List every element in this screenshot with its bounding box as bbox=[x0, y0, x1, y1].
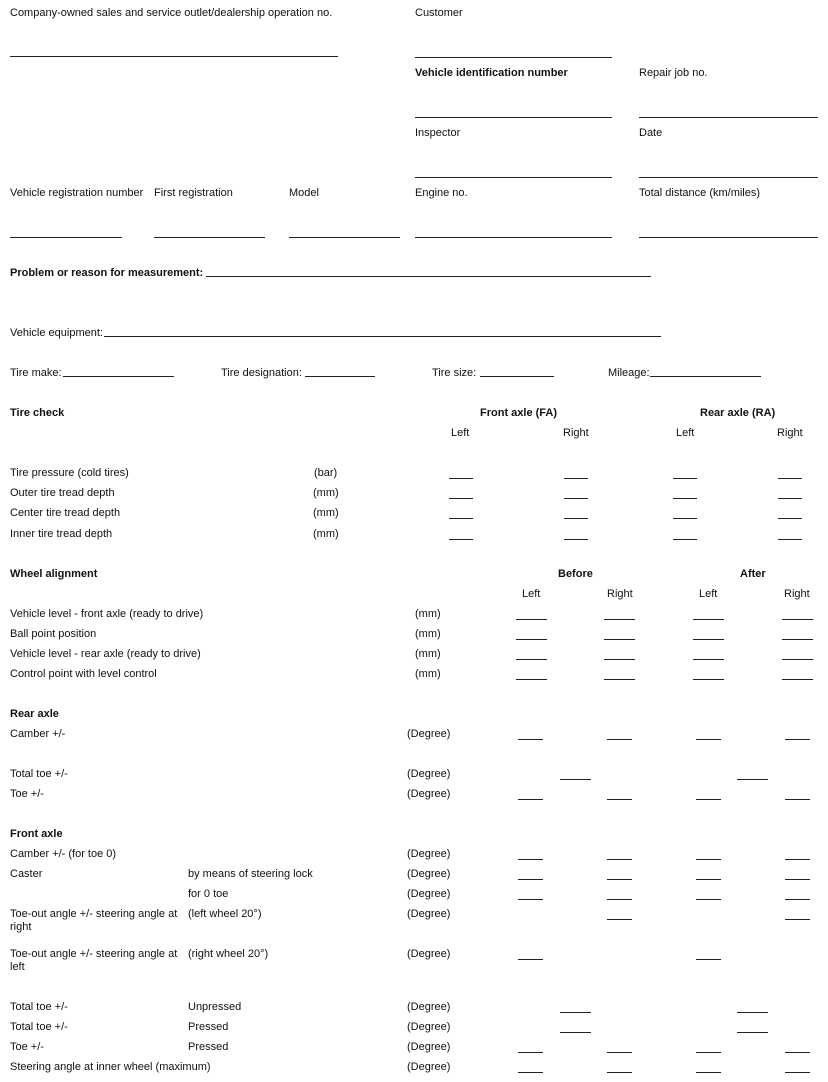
tire-size-field[interactable] bbox=[480, 376, 554, 377]
level-rear-label: Vehicle level - rear axle (ready to drive) bbox=[10, 648, 201, 660]
front-axle-title: Front axle bbox=[10, 828, 63, 840]
equipment-field[interactable] bbox=[104, 336, 661, 337]
tire-pressure-label: Tire pressure (cold tires) bbox=[10, 467, 129, 479]
front-camber-before-left[interactable] bbox=[518, 859, 543, 860]
inner-tread-fa-left[interactable] bbox=[449, 539, 473, 540]
front-toe-label: Toe +/- bbox=[10, 1041, 44, 1053]
center-tread-unit: (mm) bbox=[313, 507, 339, 519]
center-tread-ra-left[interactable] bbox=[673, 518, 697, 519]
toe-out-left-note: (right wheel 20°) bbox=[188, 948, 269, 960]
ball-point-after-right[interactable] bbox=[782, 639, 813, 640]
ra-right-header: Right bbox=[777, 427, 803, 439]
caster-lock-after-left[interactable] bbox=[696, 879, 721, 880]
vin-label: Vehicle identification number bbox=[415, 67, 568, 79]
toe-out-left-label: Toe-out angle +/- steering angle at left bbox=[10, 948, 178, 973]
center-tread-ra-right[interactable] bbox=[778, 518, 802, 519]
front-toe-after-right[interactable] bbox=[785, 1052, 810, 1053]
tire-check-title: Tire check bbox=[10, 407, 65, 419]
toe-out-right-before[interactable] bbox=[607, 919, 632, 920]
model-field[interactable] bbox=[289, 237, 400, 238]
level-front-after-left[interactable] bbox=[693, 619, 724, 620]
before-header: Before bbox=[558, 568, 593, 580]
front-total-toe-unpressed-label: Total toe +/- bbox=[10, 1001, 68, 1013]
control-point-unit: (mm) bbox=[415, 668, 441, 680]
toe-out-right-unit: (Degree) bbox=[407, 908, 451, 920]
tire-make-field[interactable] bbox=[63, 376, 174, 377]
ball-point-unit: (mm) bbox=[415, 628, 441, 640]
tire-pressure-unit: (bar) bbox=[314, 467, 338, 479]
rear-camber-before-left[interactable] bbox=[518, 739, 543, 740]
level-rear-after-left[interactable] bbox=[693, 659, 724, 660]
tire-designation-label: Tire designation: bbox=[221, 367, 302, 379]
caster-steering-lock-unit: (Degree) bbox=[407, 868, 451, 880]
pressed-label-2: Pressed bbox=[188, 1041, 229, 1053]
front-camber-unit: (Degree) bbox=[407, 848, 451, 860]
date-field[interactable] bbox=[639, 177, 818, 178]
wheel-alignment-title: Wheel alignment bbox=[10, 568, 98, 580]
tire-designation-field[interactable] bbox=[305, 376, 375, 377]
ball-point-after-left[interactable] bbox=[693, 639, 724, 640]
control-point-label: Control point with level control bbox=[10, 668, 157, 680]
customer-field[interactable] bbox=[415, 57, 612, 58]
front-camber-before-right[interactable] bbox=[607, 859, 632, 860]
rear-total-toe-after[interactable] bbox=[737, 779, 768, 780]
front-total-toe-unpressed-before[interactable] bbox=[560, 1012, 591, 1013]
before-right-header: Right bbox=[607, 588, 633, 600]
front-total-toe-pressed-after[interactable] bbox=[737, 1032, 768, 1033]
rear-axle-title: Rear axle bbox=[10, 708, 59, 720]
level-front-unit: (mm) bbox=[415, 608, 441, 620]
engine-label: Engine no. bbox=[415, 187, 468, 199]
level-front-before-right[interactable] bbox=[604, 619, 635, 620]
level-rear-before-left[interactable] bbox=[516, 659, 547, 660]
toe-out-left-after[interactable] bbox=[696, 959, 721, 960]
after-left-header: Left bbox=[699, 588, 718, 600]
tire-make-label: Tire make: bbox=[10, 367, 62, 379]
inner-tread-label: Inner tire tread depth bbox=[10, 528, 113, 540]
toe-out-right-after[interactable] bbox=[785, 919, 810, 920]
control-point-after-right[interactable] bbox=[782, 679, 813, 680]
reg-number-label: Vehicle registration number bbox=[10, 187, 144, 199]
caster-toe0-unit: (Degree) bbox=[407, 888, 451, 900]
center-tread-label: Center tire tread depth bbox=[10, 507, 121, 519]
unpressed-label: Unpressed bbox=[188, 1001, 242, 1013]
outer-tread-ra-left[interactable] bbox=[673, 498, 697, 499]
rear-camber-after-left[interactable] bbox=[696, 739, 721, 740]
first-reg-field[interactable] bbox=[154, 237, 265, 238]
level-front-after-right[interactable] bbox=[782, 619, 813, 620]
front-camber-after-right[interactable] bbox=[785, 859, 810, 860]
caster-label: Caster bbox=[10, 868, 43, 880]
front-camber-label: Camber +/- (for toe 0) bbox=[10, 848, 117, 860]
caster-toe0-before-left[interactable] bbox=[518, 899, 543, 900]
engine-field[interactable] bbox=[415, 237, 612, 238]
steering-angle-before-left[interactable] bbox=[518, 1072, 543, 1073]
rear-camber-before-right[interactable] bbox=[607, 739, 632, 740]
steering-angle-after-right[interactable] bbox=[785, 1072, 810, 1073]
control-point-after-left[interactable] bbox=[693, 679, 724, 680]
inner-tread-ra-right[interactable] bbox=[778, 539, 802, 540]
fa-right-header: Right bbox=[563, 427, 589, 439]
caster-lock-before-right[interactable] bbox=[607, 879, 632, 880]
front-total-toe-unpressed-unit: (Degree) bbox=[407, 1001, 451, 1013]
tire-pressure-fa-right[interactable] bbox=[564, 478, 588, 479]
rear-axle-header: Rear axle (RA) bbox=[700, 407, 776, 419]
steering-angle-before-right[interactable] bbox=[607, 1072, 632, 1073]
inner-tread-unit: (mm) bbox=[313, 528, 339, 540]
first-reg-label: First registration bbox=[154, 187, 233, 199]
rear-toe-before-right[interactable] bbox=[607, 799, 632, 800]
caster-steering-lock-label: by means of steering lock bbox=[188, 868, 313, 880]
ra-left-header: Left bbox=[676, 427, 695, 439]
level-front-label: Vehicle level - front axle (ready to drive) bbox=[10, 608, 204, 620]
customer-label: Customer bbox=[415, 7, 463, 19]
level-rear-before-right[interactable] bbox=[604, 659, 635, 660]
inspector-field[interactable] bbox=[415, 177, 612, 178]
problem-label: Problem or reason for measurement: bbox=[10, 267, 204, 279]
rear-total-toe-unit: (Degree) bbox=[407, 768, 451, 780]
ball-point-before-right[interactable] bbox=[604, 639, 635, 640]
tire-pressure-ra-left[interactable] bbox=[673, 478, 697, 479]
caster-lock-before-left[interactable] bbox=[518, 879, 543, 880]
problem-field[interactable] bbox=[206, 276, 651, 277]
front-toe-after-left[interactable] bbox=[696, 1052, 721, 1053]
inner-tread-ra-left[interactable] bbox=[673, 539, 697, 540]
outer-tread-fa-right[interactable] bbox=[564, 498, 588, 499]
repair-job-label: Repair job no. bbox=[639, 67, 708, 79]
front-total-toe-pressed-unit: (Degree) bbox=[407, 1021, 451, 1033]
caster-toe0-label: for 0 toe bbox=[188, 888, 229, 900]
outer-tread-label: Outer tire tread depth bbox=[10, 487, 115, 499]
date-label: Date bbox=[639, 127, 663, 139]
front-camber-after-left[interactable] bbox=[696, 859, 721, 860]
front-toe-before-right[interactable] bbox=[607, 1052, 632, 1053]
mileage-field[interactable] bbox=[650, 376, 761, 377]
front-total-toe-pressed-label: Total toe +/- bbox=[10, 1021, 68, 1033]
caster-toe0-before-right[interactable] bbox=[607, 899, 632, 900]
rear-camber-label: Camber +/- bbox=[10, 728, 66, 740]
rear-camber-unit: (Degree) bbox=[407, 728, 451, 740]
front-axle-header: Front axle (FA) bbox=[480, 407, 558, 419]
reg-number-field[interactable] bbox=[10, 237, 122, 238]
rear-toe-after-right[interactable] bbox=[785, 799, 810, 800]
toe-out-left-before[interactable] bbox=[518, 959, 543, 960]
rear-total-toe-before[interactable] bbox=[560, 779, 591, 780]
front-toe-unit: (Degree) bbox=[407, 1041, 451, 1053]
toe-out-right-label: Toe-out angle +/- steering angle at right bbox=[10, 908, 178, 933]
caster-toe0-after-right[interactable] bbox=[785, 899, 810, 900]
steering-angle-label: Steering angle at inner wheel (maximum) bbox=[10, 1061, 211, 1073]
ball-point-before-left[interactable] bbox=[516, 639, 547, 640]
rear-toe-unit: (Degree) bbox=[407, 788, 451, 800]
rear-camber-after-right[interactable] bbox=[785, 739, 810, 740]
mileage-label: Mileage: bbox=[608, 367, 650, 379]
toe-out-right-note: (left wheel 20°) bbox=[188, 908, 262, 920]
dealership-label: Company-owned sales and service outlet/dealership operation no. bbox=[10, 7, 333, 19]
repair-job-field[interactable] bbox=[639, 117, 818, 118]
toe-out-left-unit: (Degree) bbox=[407, 948, 451, 960]
inspector-label: Inspector bbox=[415, 127, 461, 139]
after-header: After bbox=[740, 568, 766, 580]
outer-tread-unit: (mm) bbox=[313, 487, 339, 499]
rear-toe-after-left[interactable] bbox=[696, 799, 721, 800]
tire-size-label: Tire size: bbox=[432, 367, 477, 379]
caster-lock-after-right[interactable] bbox=[785, 879, 810, 880]
level-front-before-left[interactable] bbox=[516, 619, 547, 620]
outer-tread-ra-right[interactable] bbox=[778, 498, 802, 499]
front-total-toe-unpressed-after[interactable] bbox=[737, 1012, 768, 1013]
center-tread-fa-left[interactable] bbox=[449, 518, 473, 519]
total-distance-label: Total distance (km/miles) bbox=[639, 187, 761, 199]
caster-toe0-after-left[interactable] bbox=[696, 899, 721, 900]
rear-toe-before-left[interactable] bbox=[518, 799, 543, 800]
tire-pressure-ra-right[interactable] bbox=[778, 478, 802, 479]
inner-tread-fa-right[interactable] bbox=[564, 539, 588, 540]
pressed-label-1: Pressed bbox=[188, 1021, 229, 1033]
front-toe-before-left[interactable] bbox=[518, 1052, 543, 1053]
level-rear-after-right[interactable] bbox=[782, 659, 813, 660]
model-label: Model bbox=[289, 187, 319, 199]
fa-left-header: Left bbox=[451, 427, 470, 439]
rear-total-toe-label: Total toe +/- bbox=[10, 768, 68, 780]
front-total-toe-pressed-before[interactable] bbox=[560, 1032, 591, 1033]
rear-toe-label: Toe +/- bbox=[10, 788, 44, 800]
steering-angle-after-left[interactable] bbox=[696, 1072, 721, 1073]
tire-pressure-fa-left[interactable] bbox=[449, 478, 473, 479]
steering-angle-unit: (Degree) bbox=[407, 1061, 451, 1073]
before-left-header: Left bbox=[522, 588, 541, 600]
control-point-before-right[interactable] bbox=[604, 679, 635, 680]
outer-tread-fa-left[interactable] bbox=[449, 498, 473, 499]
after-right-header: Right bbox=[784, 588, 810, 600]
total-distance-field[interactable] bbox=[639, 237, 818, 238]
equipment-label: Vehicle equipment: bbox=[10, 327, 103, 339]
ball-point-label: Ball point position bbox=[10, 628, 97, 640]
level-rear-unit: (mm) bbox=[415, 648, 441, 660]
center-tread-fa-right[interactable] bbox=[564, 518, 588, 519]
dealership-field[interactable] bbox=[10, 56, 338, 57]
control-point-before-left[interactable] bbox=[516, 679, 547, 680]
vin-field[interactable] bbox=[415, 117, 612, 118]
